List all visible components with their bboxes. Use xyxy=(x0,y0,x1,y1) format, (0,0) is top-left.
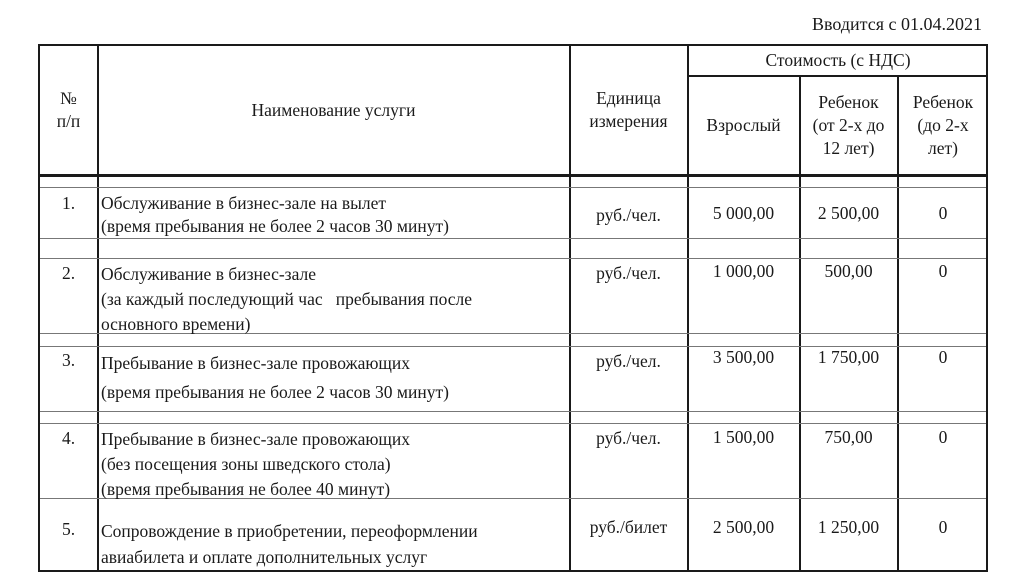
row-5-child-2-12: 1 250,00 xyxy=(817,517,880,537)
row-divider xyxy=(40,238,986,239)
row-4-unit: руб./чел. xyxy=(596,428,661,448)
row-5-unit: руб./билет xyxy=(589,517,668,537)
row-1-name: Обслуживание в бизнес-зале на вылет (время пребывания не более 2 часов 30 минут) xyxy=(101,193,449,236)
row-3-child-under2: 0 xyxy=(938,347,948,367)
row-1-unit: руб./чел. xyxy=(596,205,661,225)
header-num: № п/п xyxy=(56,88,81,131)
row-2-num: 2. xyxy=(61,263,76,283)
row-divider xyxy=(40,258,986,259)
header-adult: Взрослый xyxy=(706,114,781,135)
row-3-num: 3. xyxy=(61,350,76,370)
header-bottom-divider xyxy=(40,174,986,177)
effective-date: Вводится с 01.04.2021 xyxy=(812,14,982,34)
row-4-adult: 1 500,00 xyxy=(712,427,775,447)
row-3-unit: руб./чел. xyxy=(596,351,661,371)
header-service-name: Наименование услуги xyxy=(251,99,416,120)
row-4-child-under2: 0 xyxy=(938,427,948,447)
row-2-name: Обслуживание в бизнес-зале (за каждый последующий час пребывания после основного времени) xyxy=(101,264,473,334)
row-divider xyxy=(40,423,986,424)
row-3-name: Пребывание в бизнес-зале провожающих (время пребывания не более 2 часов 30 минут) xyxy=(101,353,449,402)
header-child-2-12: Ребенок (от 2-х до 12 лет) xyxy=(812,91,885,158)
row-3-adult: 3 500,00 xyxy=(712,347,775,367)
row-5-adult: 2 500,00 xyxy=(712,517,775,537)
row-4-name: Пребывание в бизнес-зале провожающих (без посещения зоны шведского стола) (время пребывания не более 40 минут) xyxy=(101,429,411,499)
row-1-num: 1. xyxy=(61,193,76,213)
price-table xyxy=(38,44,988,572)
row-5-num: 5. xyxy=(61,519,76,539)
header-unit: Единица измерения xyxy=(589,88,668,131)
row-2-child-2-12: 500,00 xyxy=(824,261,873,281)
row-1-child-2-12: 2 500,00 xyxy=(817,203,880,223)
row-3-child-2-12: 1 750,00 xyxy=(817,347,880,367)
row-4-num: 4. xyxy=(61,428,76,448)
row-5-child-under2: 0 xyxy=(938,517,948,537)
row-1-adult: 5 000,00 xyxy=(712,203,775,223)
row-4-child-2-12: 750,00 xyxy=(824,427,873,447)
row-divider xyxy=(40,411,986,412)
row-2-unit: руб./чел. xyxy=(596,263,661,283)
row-5-name: Сопровождение в приобретении, переоформлении авиабилета и оплате дополнительных услуг xyxy=(101,521,478,567)
header-child-under2: Ребенок (до 2-х лет) xyxy=(912,91,974,158)
row-1-child-under2: 0 xyxy=(938,203,948,223)
row-divider xyxy=(40,187,986,188)
row-2-child-under2: 0 xyxy=(938,261,948,281)
header-cost-group: Стоимость (с НДС) xyxy=(765,50,911,70)
row-2-adult: 1 000,00 xyxy=(712,261,775,281)
